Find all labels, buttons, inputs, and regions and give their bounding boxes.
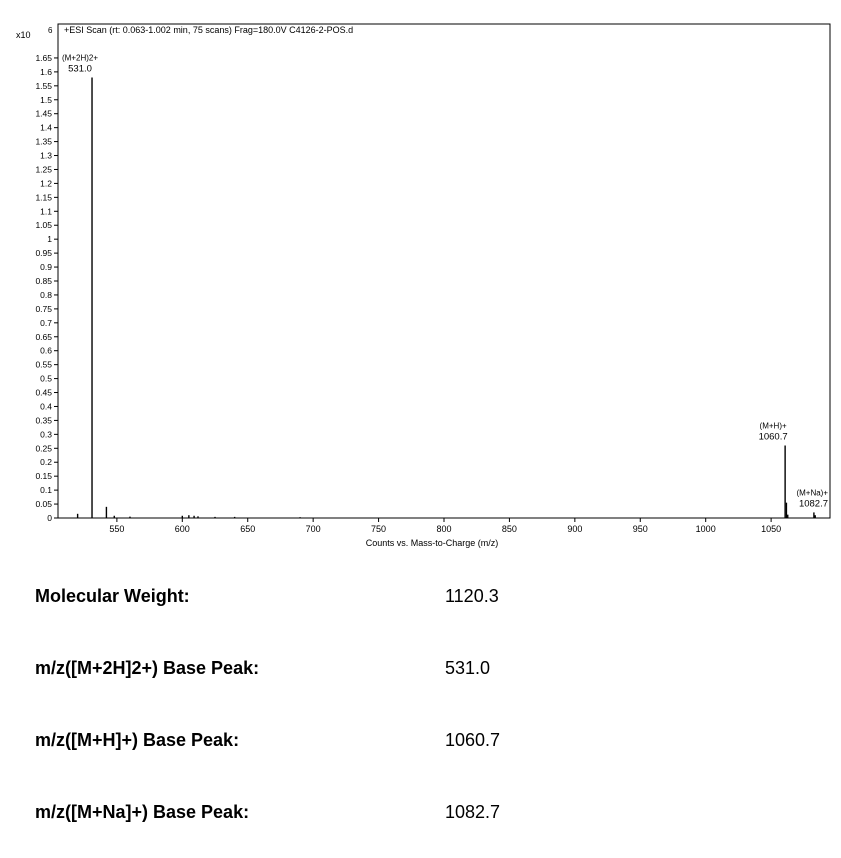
y-tick-label: 1.2: [40, 178, 52, 189]
x-tick-label: 550: [109, 524, 125, 534]
y-tick-label: 1.35: [35, 136, 52, 147]
y-tick-label: 0.65: [35, 331, 52, 342]
y-tick-label: 0: [47, 513, 52, 523]
y-tick-label: 1.5: [40, 94, 52, 105]
y-tick-label: 1.4: [40, 122, 52, 133]
compound-info: [35, 570, 815, 858]
y-tick-label: 0.8: [40, 289, 52, 300]
y-tick-label: 1.65: [35, 52, 52, 63]
y-tick-label: 1.15: [35, 192, 52, 203]
y-tick-label: 1: [47, 234, 52, 245]
y-tick-label: 1.6: [40, 66, 52, 77]
info-label: Molecular Weight:: [35, 586, 190, 606]
y-tick-label: 0.05: [35, 499, 52, 510]
annotation-mz: 1082.7: [798, 498, 828, 510]
y-tick-label: 0.9: [40, 262, 52, 273]
info-label: m/z([M+H]+) Base Peak:: [35, 730, 240, 750]
x-tick-label: 1050: [761, 524, 782, 534]
y-tick-label: 1.3: [40, 150, 52, 161]
annotation-mz: 531.0: [68, 63, 92, 75]
y-tick-label: 0.35: [35, 415, 52, 426]
annotation-ion: (M+Na)+: [796, 488, 828, 498]
y-axis: [35, 53, 58, 523]
peak-series: [78, 77, 816, 518]
y-tick-label: 0.4: [40, 401, 52, 412]
chart-title: +ESI Scan (rt: 0.063-1.002 min, 75 scans) Frag=180.0V C4126-2-POS.d: [64, 25, 354, 35]
x-tick-label: 850: [501, 524, 517, 534]
x-tick-label: 700: [305, 524, 321, 534]
x-tick-label: 600: [174, 524, 190, 534]
y-tick-label: 1.45: [35, 108, 52, 119]
info-row-m2h: [35, 642, 815, 714]
info-value: 1082.7: [445, 802, 501, 822]
y-tick-label: 1.1: [40, 206, 52, 217]
x-axis: [109, 518, 781, 534]
y-multiplier: x10: [16, 30, 31, 40]
y-tick-label: 0.1: [40, 485, 52, 496]
y-tick-label: 1.05: [35, 220, 52, 231]
info-row-molecular-weight: [35, 570, 815, 642]
y-tick-label: 1.55: [35, 80, 52, 91]
y-tick-label: 0.55: [35, 359, 52, 370]
y-tick-label: 0.25: [35, 443, 52, 454]
x-axis-label: Counts vs. Mass-to-Charge (m/z): [365, 538, 499, 548]
info-row-mna: [35, 786, 815, 858]
info-value: 531.0: [445, 658, 491, 678]
y-tick-label: 0.5: [40, 373, 52, 384]
x-tick-label: 650: [240, 524, 256, 534]
x-tick-label: 800: [436, 524, 452, 534]
x-tick-label: 900: [567, 524, 583, 534]
info-label: m/z([M+2H]2+) Base Peak:: [35, 658, 260, 678]
y-tick-label: 0.3: [40, 429, 52, 440]
y-tick-label: 0.45: [35, 387, 52, 398]
y-tick-label: 0.75: [35, 303, 52, 314]
info-row-mh: [35, 714, 815, 786]
y-tick-label: 0.2: [40, 457, 52, 468]
x-tick-label: 950: [632, 524, 648, 534]
x-tick-label: 1000: [695, 524, 716, 534]
peak-annotations: [62, 53, 828, 509]
annotation-mz: 1060.7: [758, 431, 788, 443]
x-tick-label: 750: [371, 524, 387, 534]
annotation-ion: (M+H)+: [759, 421, 787, 431]
info-value: 1060.7: [445, 730, 501, 750]
annotation-ion: (M+2H)2+: [62, 53, 99, 63]
plot-frame: [58, 24, 830, 518]
y-tick-label: 0.7: [40, 317, 52, 328]
y-exponent: 6: [48, 26, 53, 35]
y-tick-label: 1.25: [35, 164, 52, 175]
info-label: m/z([M+Na]+) Base Peak:: [35, 802, 250, 822]
y-tick-label: 0.85: [35, 276, 52, 286]
y-tick-label: 0.15: [35, 471, 52, 482]
info-value: 1120.3: [445, 586, 499, 606]
y-tick-label: 0.95: [35, 248, 52, 259]
y-tick-label: 0.6: [40, 345, 52, 356]
